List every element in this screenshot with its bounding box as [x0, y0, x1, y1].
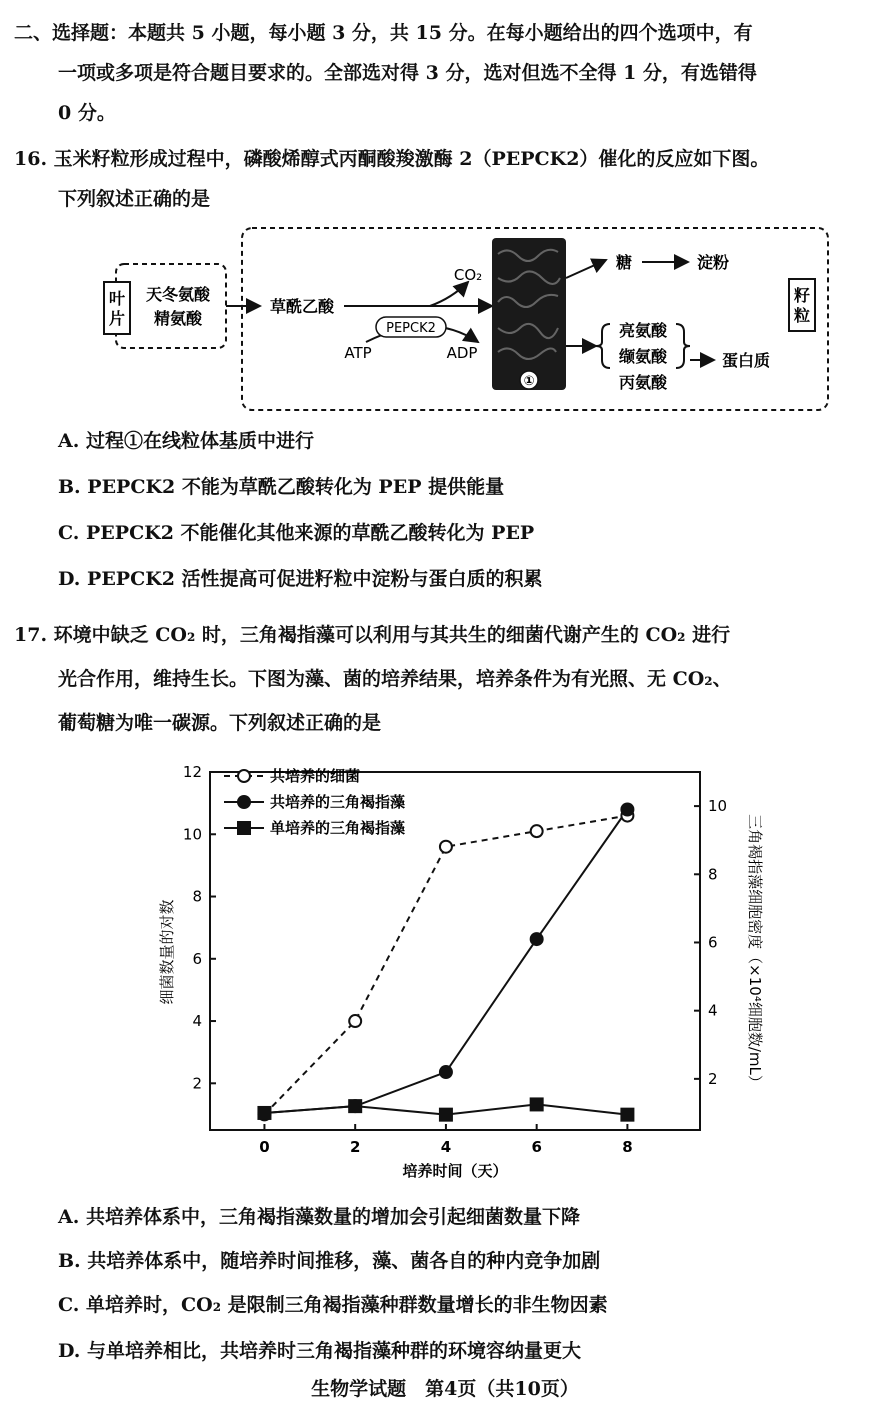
legend-label-2: 共培养的三角褐指藻 — [270, 793, 406, 811]
q16-option-b: B. PEPCK2 不能为草酰乙酸转化为 PEP 提供能量 — [58, 476, 505, 498]
data-point-series-1 — [531, 825, 543, 837]
section-instructions-line2: 一项或多项是符合题目要求的。全部选对得 3 分，选对但选不全得 1 分，有选错得 — [58, 62, 757, 84]
y-right-tick-label: 8 — [708, 865, 718, 884]
leaf-amino-acid-1: 天冬氨酸 — [145, 285, 211, 304]
q17-option-b: B. 共培养体系中，随培养时间推移，藻、菌各自的种内竞争加剧 — [58, 1250, 601, 1272]
x-axis-label: 培养时间（天） — [402, 1162, 508, 1180]
leaf-amino-acid-2: 精氨酸 — [153, 309, 203, 328]
data-point-series-3 — [620, 1108, 634, 1122]
amino-acid-alanine: 丙氨酸 — [618, 373, 668, 392]
leaf-label-char2: 片 — [108, 309, 126, 328]
atp-label: ATP — [344, 344, 372, 362]
y-right-tick-label: 2 — [708, 1069, 718, 1088]
q16-option-d: D. PEPCK2 活性提高可促进籽粒中淀粉与蛋白质的积累 — [58, 568, 543, 590]
legend-marker-2 — [237, 795, 251, 809]
x-tick-label: 0 — [259, 1138, 270, 1156]
q16-option-a: A. 过程①在线粒体基质中进行 — [58, 430, 314, 452]
section-instructions-line3: 0 分。 — [58, 102, 116, 124]
data-point-series-2 — [530, 932, 544, 946]
q17-stem-line2: 光合作用，维持生长。下图为藻、菌的培养结果，培养条件为有光照、无 CO₂、 — [58, 668, 732, 690]
y-left-tick-label: 2 — [192, 1074, 202, 1093]
y-left-tick-label: 12 — [182, 763, 202, 781]
leaf-label-char1: 叶 — [108, 289, 126, 308]
q17-stem-line1: 17. 环境中缺乏 CO₂ 时，三角褐指藻可以利用与其共生的细菌代谢产生的 CO₂ 进行 — [14, 624, 731, 646]
y-left-axis-label: 细菌数量的对数 — [158, 899, 176, 1005]
section-instructions-line1: 二、选择题：本题共 5 小题，每小题 3 分，共 15 分。在每小题给出的四个选项中，有 — [14, 22, 753, 44]
data-point-series-3 — [257, 1106, 271, 1120]
q17-option-a: A. 共培养体系中，三角褐指藻数量的增加会引起细菌数量下降 — [58, 1206, 580, 1228]
q16-option-c: C. PEPCK2 不能催化其他来源的草酰乙酸转化为 PEP — [58, 522, 535, 544]
seed-label-char1: 籽 — [793, 286, 811, 305]
seed-label-char2: 粒 — [793, 306, 811, 325]
y-left-tick-label: 8 — [192, 887, 202, 906]
y-right-tick-label: 10 — [708, 797, 728, 816]
legend-marker-1 — [238, 770, 250, 782]
data-point-series-3 — [530, 1097, 544, 1111]
enzyme-pepck2-label: PEPCK2 — [386, 321, 436, 336]
q17-option-d: D. 与单培养相比，共培养时三角褐指藻种群的环境容纳量更大 — [58, 1340, 582, 1362]
protein-label: 蛋白质 — [721, 351, 771, 370]
q17-option-c: C. 单培养时，CO₂ 是限制三角褐指藻种群数量增长的非生物因素 — [58, 1294, 608, 1316]
process-1-marker: ① — [523, 374, 535, 389]
data-point-series-3 — [439, 1108, 453, 1122]
y-left-tick-label: 10 — [182, 825, 202, 844]
q16-stem-line1: 16. 玉米籽粒形成过程中，磷酸烯醇式丙酮酸羧激酶 2（PEPCK2）催化的反应如下图。 — [14, 148, 770, 170]
y-right-axis-label: 三角褐指藻细胞密度（×10⁴细胞数/mL） — [746, 814, 764, 1090]
legend-label-3: 单培养的三角褐指藻 — [270, 819, 406, 837]
q17-growth-chart — [150, 758, 770, 1190]
y-left-tick-label: 6 — [192, 949, 202, 968]
oxaloacetate-label: 草酰乙酸 — [269, 297, 335, 316]
x-tick-label: 4 — [440, 1138, 452, 1156]
data-point-series-1 — [440, 841, 452, 853]
x-tick-label: 8 — [622, 1138, 633, 1156]
legend-label-1: 共培养的细菌 — [270, 767, 361, 785]
adp-label: ADP — [446, 344, 478, 362]
data-point-series-2 — [439, 1065, 453, 1079]
y-right-tick-label: 4 — [708, 1001, 718, 1020]
starch-label: 淀粉 — [696, 253, 730, 272]
co2-label: CO₂ — [453, 266, 483, 284]
amino-acid-leucine: 亮氨酸 — [618, 321, 668, 340]
data-point-series-3 — [348, 1099, 362, 1113]
legend-marker-3 — [237, 821, 251, 835]
amino-acid-valine: 缬氨酸 — [618, 347, 668, 366]
x-tick-label: 6 — [531, 1138, 542, 1156]
data-point-series-2 — [620, 803, 634, 817]
q16-reaction-diagram — [100, 224, 840, 420]
sugar-label: 糖 — [615, 253, 633, 272]
y-right-tick-label: 6 — [708, 933, 718, 952]
q16-stem-line2: 下列叙述正确的是 — [58, 188, 211, 210]
data-point-series-1 — [349, 1015, 361, 1027]
page-footer: 生物学试题 第4页（共10页） — [311, 1378, 579, 1400]
q17-stem-line3: 葡萄糖为唯一碳源。下列叙述正确的是 — [58, 712, 382, 734]
y-left-tick-label: 4 — [192, 1012, 202, 1031]
x-tick-label: 2 — [349, 1138, 361, 1156]
